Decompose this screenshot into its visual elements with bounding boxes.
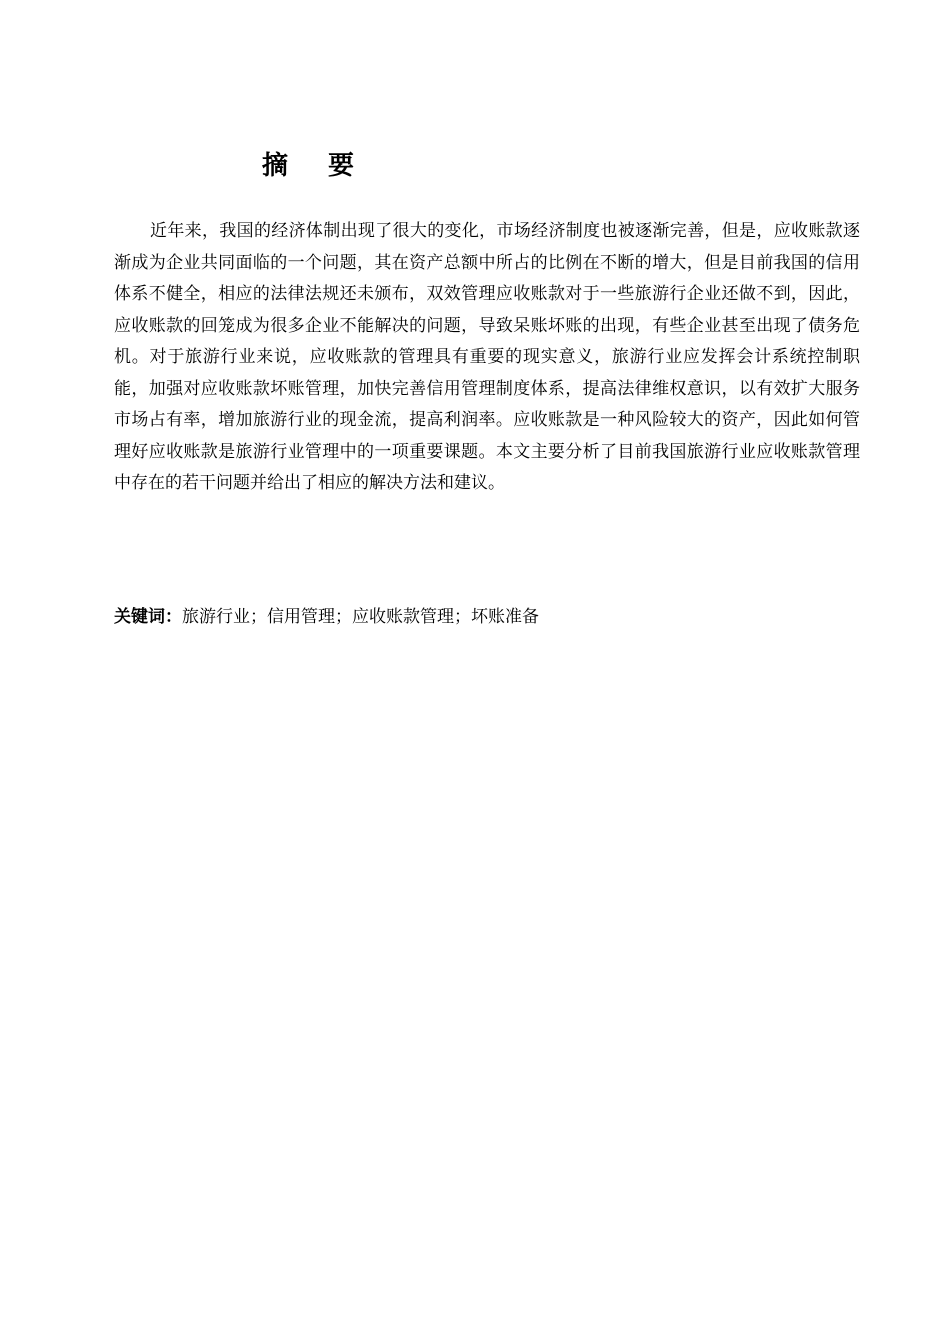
page-title <box>262 145 354 182</box>
keywords-label: 关键词： <box>114 607 182 627</box>
title-char-2: 要 <box>328 151 355 181</box>
abstract-paragraph: 近年来，我国的经济体制出现了很大的变化，市场经济制度也被逐渐完善，但是，应收账款逐渐成为企业共同面临的一个问题，其在资产总额中所占的比例在不断的增大，但是目前我国的信用体系不健全，相应的法律法规还未颁布，双效管理应收账款对于一些旅游行企业还做不到，因此，应收账款的回笼成为很多企业不能解决的问题，导致呆账坏账的出现，有些企业甚至出现了债务危机。对于旅游行业来说，应收账款的管理具有重要的现实意义，旅游行业应发挥会计系统控制职能，加强对应收账款坏账管理，加快完善信用管理制度体系，提高法律维权意识，以有效扩大服务市场占有率，增加旅游行业的现金流，提高利润率。应收账款是一种风险较大的资产，因此如何管理好应收账款是旅游行业管理中的一项重要课题。本文主要分析了目前我国旅游行业应收账款管理中存在的若干问题并给出了相应的解决方法和建议。 <box>114 221 860 493</box>
title-char-1: 摘 <box>262 151 289 181</box>
keywords-line <box>114 605 539 629</box>
keywords-value: 旅游行业；信用管理；应收账款管理；坏账准备 <box>182 607 539 627</box>
